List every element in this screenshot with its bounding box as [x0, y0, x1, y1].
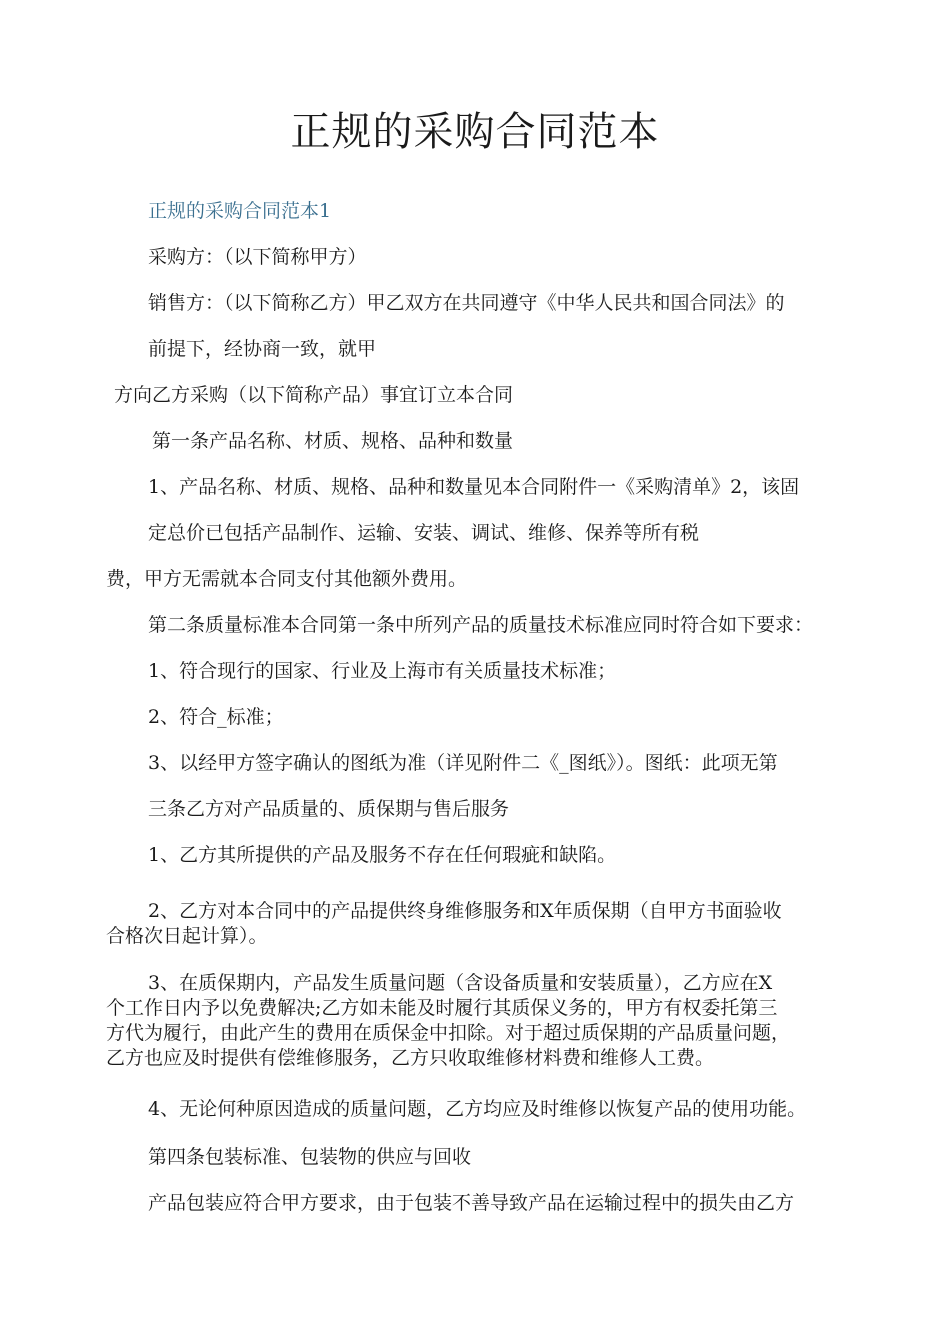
- text-line: 定总价已包括产品制作、运输、安装、调试、维修、保养等所有税: [148, 522, 700, 544]
- document-title: 正规的采购合同范本: [290, 109, 660, 155]
- article-heading: 第四条包装标准、包装物的供应与回收: [148, 1146, 472, 1168]
- text-line: 1、符合现行的国家、行业及上海市有关质量技术标准；: [148, 660, 617, 682]
- text-line: 1、乙方其所提供的产品及服务不存在任何瑕疵和缺陷。: [148, 844, 617, 866]
- text-line: 方向乙方采购（以下简称产品）事宜订立本合同: [114, 384, 514, 406]
- article-heading: 第二条质量标准本合同第一条中所列产品的质量技术标准应同时符合如下要求：: [148, 614, 814, 636]
- section-subtitle: 正规的采购合同范本1: [148, 200, 332, 222]
- article-heading: 第一条产品名称、材质、规格、品种和数量: [152, 430, 514, 452]
- paragraph-line: 合格次日起计算）。: [106, 925, 268, 947]
- text-line: 销售方：（以下简称乙方）甲乙双方在共同遵守《中华人民共和国合同法》的: [148, 292, 785, 314]
- text-line: 4、无论何种原因造成的质量问题，乙方均应及时维修以恢复产品的使用功能。: [148, 1098, 807, 1120]
- paragraph-line: 2、乙方对本合同中的产品提供终身维修服务和X年质保期（自甲方书面验收: [148, 900, 782, 922]
- text-line: 2、符合_标准；: [148, 706, 284, 728]
- paragraph-line: 方代为履行，由此产生的费用在质保金中扣除。对于超过质保期的产品质量问题，: [106, 1022, 791, 1044]
- article-heading: 三条乙方对产品质量的、质保期与售后服务: [148, 798, 510, 820]
- paragraph-line: 个工作日内予以免费解决;乙方如未能及时履行其质保义务的，甲方有权委托第三: [106, 997, 778, 1019]
- text-line: 费，甲方无需就本合同支付其他额外费用。: [106, 568, 468, 590]
- text-line: 采购方：（以下简称甲方）: [148, 246, 367, 268]
- paragraph-line: 乙方也应及时提供有偿维修服务，乙方只收取维修材料费和维修人工费。: [106, 1047, 715, 1069]
- text-line: 前提下，经协商一致，就甲: [148, 338, 377, 360]
- paragraph-line: 3、在质保期内，产品发生质量问题（含设备质量和安装质量），乙方应在X: [148, 972, 773, 994]
- text-line: 产品包装应符合甲方要求，由于包装不善导致产品在运输过程中的损失由乙方: [148, 1192, 795, 1214]
- text-line: 1、产品名称、材质、规格、品种和数量见本合同附件一《采购清单》2，该固: [148, 476, 800, 498]
- text-line: 3、以经甲方签字确认的图纸为准（详见附件二《_图纸》）。图纸：此项无第: [148, 752, 778, 774]
